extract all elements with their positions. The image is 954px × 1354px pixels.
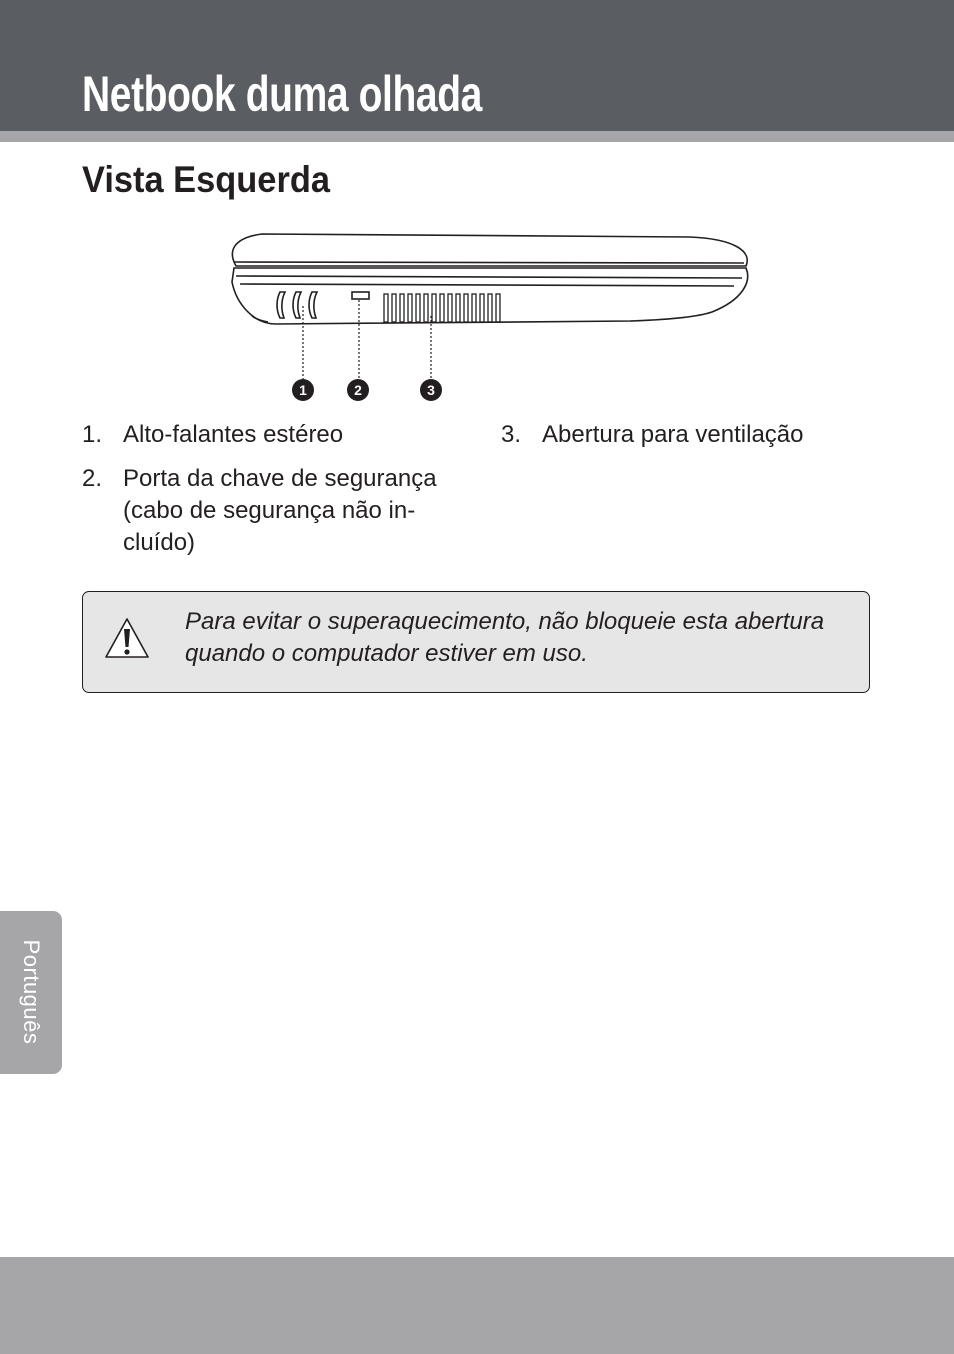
callout-2: 2 [347, 379, 369, 401]
list-item [82, 463, 462, 559]
list-item-text: Abertura para ventilação [542, 421, 804, 448]
warning-text: Para evitar o superaquecimento, não bloqueie esta abertura quando o computador estiver em uso. [185, 608, 825, 667]
list-item [82, 419, 462, 451]
feature-list-left [82, 419, 462, 571]
netbook-left-side-illustration [0, 0, 954, 410]
warning-triangle-icon [103, 616, 151, 660]
list-item-text: Porta da chave de segurança (cabo de segurança não in- cluído) [123, 465, 437, 556]
language-tab [0, 911, 62, 1074]
list-item [501, 419, 901, 451]
netbook-lid [232, 234, 747, 266]
callout-3: 3 [420, 379, 442, 401]
list-item-number: 2. [82, 465, 103, 492]
feature-list-right [501, 419, 901, 463]
list-item-number: 1. [82, 421, 103, 448]
page-title: Netbook duma olhada [82, 66, 482, 122]
warning-note [82, 591, 870, 693]
language-tab-label: Português [19, 939, 44, 1045]
list-item-text: Alto-falantes estéreo [123, 421, 344, 448]
list-item-number: 3. [501, 421, 522, 448]
section-title: Vista Esquerda [82, 159, 331, 200]
callout-1: 1 [292, 379, 314, 401]
footer-band [0, 1257, 954, 1354]
